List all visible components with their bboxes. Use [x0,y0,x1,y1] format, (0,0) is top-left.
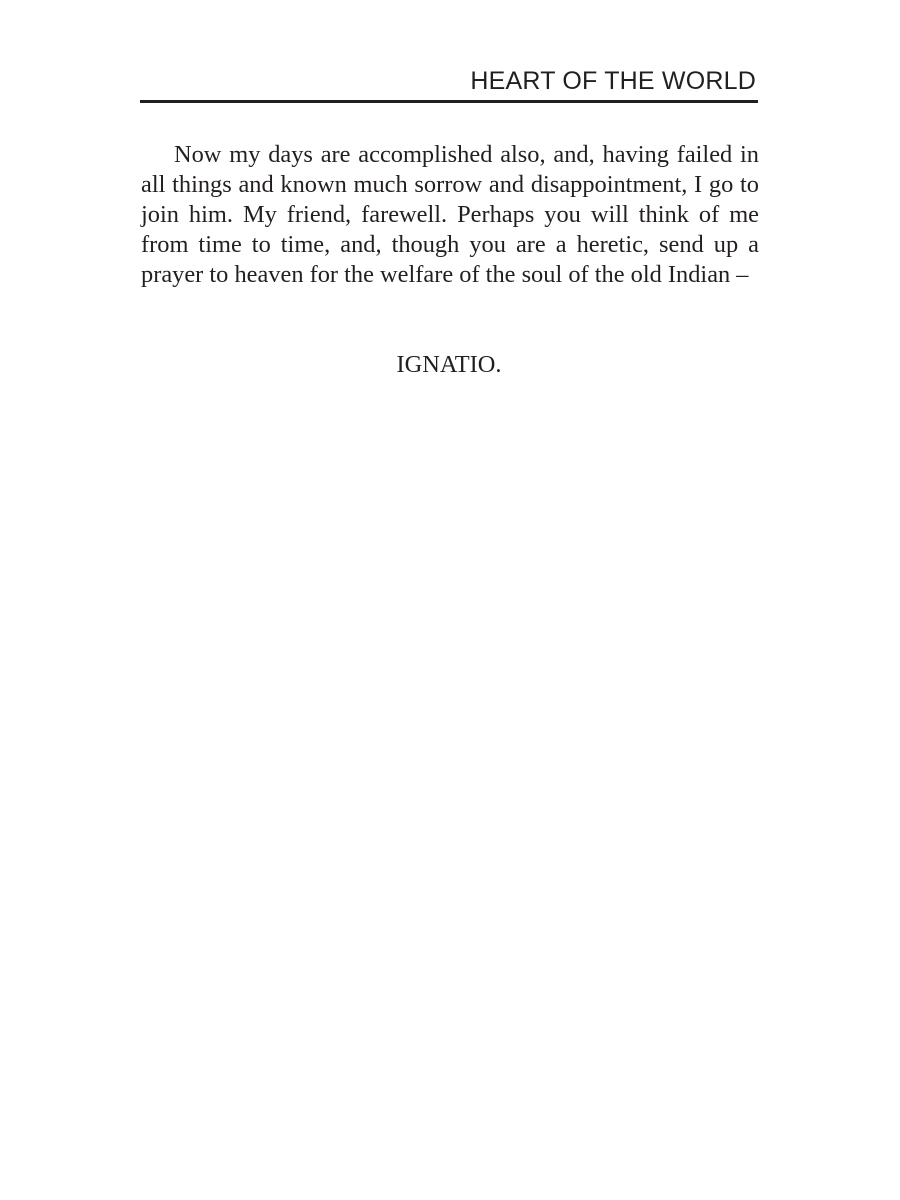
running-head: HEART OF THE WORLD [470,67,756,95]
body-paragraph: Now my days are accomplished also, and, having failed in all things and known much sorrow and disappointment, I go to join him. My friend, farewell. Perhaps you will think of me from time to time, and, though you are a heretic, send up a prayer to heaven for the welfare of the soul of the old Indian – [141,141,759,288]
signature: IGNATIO. [396,351,502,378]
header-rule [140,100,758,103]
